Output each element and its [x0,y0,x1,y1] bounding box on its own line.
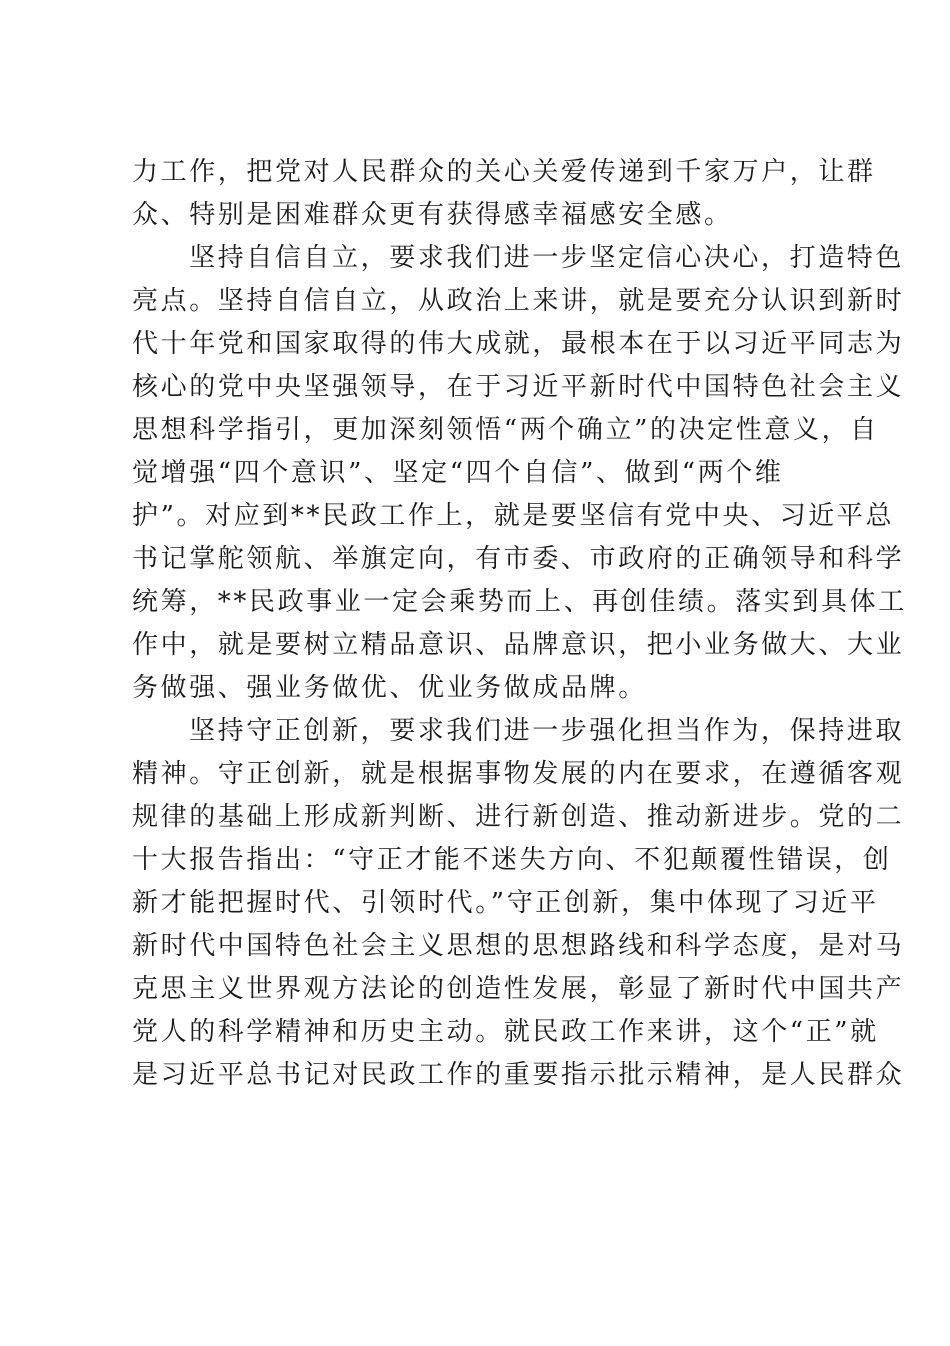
text-line: 代十年党和国家取得的伟大成就，最根本在于以习近平同志为 [132,329,905,359]
text-line: 众、特别是困难群众更有获得感幸福感安全感。 [132,200,733,230]
text-line: 新才能把握时代、引领时代。”守正创新，集中体现了习近平 [132,888,879,918]
text-line: 规律的基础上形成新判断、进行新创造、推动新进步。党的二 [132,802,905,832]
text-line: 精神。守正创新，就是根据事物发展的内在要求，在遵循客观 [132,759,905,789]
text-line: 书记掌舵领航、举旗定向，有市委、市政府的正确领导和科学 [132,544,905,574]
text-line: 党人的科学精神和历史主动。就民政工作来讲，这个“正”就 [132,1017,879,1047]
text-line: 力工作，把党对人民群众的关心关爱传递到千家万户，让群 [132,157,876,187]
text-line: 务做强、强业务做优、优业务做成品牌。 [132,673,647,703]
text-line: 是习近平总书记对民政工作的重要指示批示精神，是人民群众 [132,1060,905,1090]
text-line: 护”。对应到**民政工作上，就是要坚信有党中央、习近平总 [132,501,895,531]
text-line: 觉增强“四个意识”、坚定“四个自信”、做到“两个维 [132,458,784,488]
text-line: 十大报告指出：“守正才能不迷失方向、不犯颠覆性错误，创 [132,845,892,875]
text-line: 核心的党中央坚强领导，在于习近平新时代中国特色社会主义 [132,372,905,402]
text-line: 统筹，**民政事业一定会乘势而上、再创佳绩。落实到具体工 [132,587,907,617]
text-line: 新时代中国特色社会主义思想的思想路线和科学态度，是对马 [132,931,905,961]
text-line: 作中，就是要树立精品意识、品牌意识，把小业务做大、大业 [132,630,905,660]
text-line: 亮点。坚持自信自立，从政治上来讲，就是要充分认识到新时 [132,286,905,316]
document-body [132,151,907,1097]
paragraph-start-line: 坚持自信自立，要求我们进一步坚定信心决心，打造特色 [189,243,905,273]
text-line: 克思主义世界观方法论的创造性发展，彰显了新时代中国共产 [132,974,905,1004]
paragraph-start-line: 坚持守正创新，要求我们进一步强化担当作为，保持进取 [189,716,905,746]
text-line: 思想科学指引，更加深刻领悟“两个确立”的决定性意义，自 [132,415,879,445]
